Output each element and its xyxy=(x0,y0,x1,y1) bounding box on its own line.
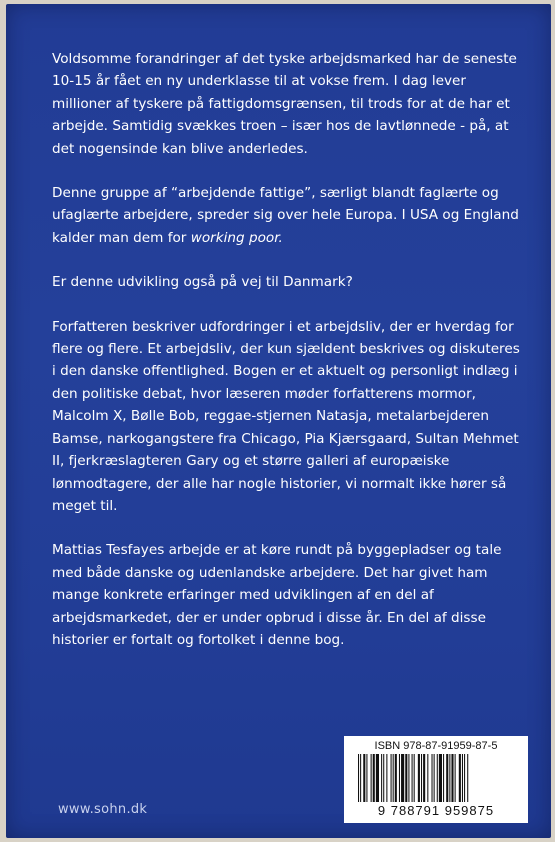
barcode-bar xyxy=(414,754,415,802)
blurb-text xyxy=(52,48,522,673)
barcode-bar xyxy=(437,754,438,802)
barcode-bar xyxy=(386,754,387,802)
back-cover xyxy=(6,4,551,838)
isbn-label: ISBN 978-87-91959-87-5 xyxy=(374,740,498,752)
barcode-bar xyxy=(446,754,448,802)
barcode-bar xyxy=(395,754,397,802)
barcode-bar xyxy=(376,754,379,802)
barcode-bar xyxy=(366,754,367,802)
blurb-paragraph-1: Voldsomme forandringer af det tyske arbejdsmarked har de seneste 10-15 år fået en ny underklasse til at vokse frem. I dag lever millioner af tyskere på fattigdomsgrænsen, til trods for at de har et arbejde. Samtidig svækkes troen – især hos de lavtlønnede - på, at det nogensinde kan blive anderledes. xyxy=(52,51,517,157)
barcode-bar xyxy=(434,754,435,802)
barcode-bar xyxy=(464,754,465,802)
barcode-bar xyxy=(393,754,394,802)
barcode-bar xyxy=(432,754,433,802)
barcode-bar xyxy=(451,754,453,802)
barcode-bar xyxy=(467,754,468,802)
isbn-barcode xyxy=(344,736,528,823)
barcode-bar xyxy=(371,754,372,802)
working-poor-italic: working poor. xyxy=(190,229,283,246)
barcode-bar xyxy=(459,754,461,802)
barcode-bar xyxy=(462,754,463,802)
barcode-bar xyxy=(455,754,456,802)
publisher-website: www.sohn.dk xyxy=(58,802,148,817)
barcode-bar xyxy=(401,754,404,802)
barcode-bar xyxy=(383,754,384,802)
barcode-bar xyxy=(360,754,361,802)
barcode-bar xyxy=(405,754,407,802)
barcode-bar xyxy=(427,754,428,802)
blurb-paragraph-2 xyxy=(52,182,522,249)
barcode-bar xyxy=(408,754,409,802)
barcode-bar xyxy=(443,754,444,802)
blurb-paragraph-2-text: Denne gruppe af “arbejdende fattige”, særligt blandt faglærte og ufaglærte arbejdere, spreder sig over hele Europa. I USA og England kalder man dem for xyxy=(52,185,519,246)
barcode-bar xyxy=(363,754,365,802)
barcode-bar xyxy=(399,754,400,802)
barcode-bar xyxy=(449,754,450,802)
barcode-bar xyxy=(358,754,359,802)
blurb-paragraph-4: Forfatteren beskriver udfordringer i et arbejdsliv, der er hverdag for flere og flere. Et arbejdsliv, der kun sjældent beskrives og diskuteres i den danske offentlighed. Bogen er et aktuelt og personligt indlæg i den politiske debat, hvor læseren møder forfatterens mormor, Malcolm X, Bølle Bob, reggae-stjernen Natasja, metalarbejderen Bamse, narkogangstere fra Chicago, Pia Kjærsgaard, Sultan Mehmet II, fjerkræslagteren Gary og et større galleri af europæiske lønmodtagere, der alle har nogle historier, vi normalt ikke hører så meget til. xyxy=(52,318,520,514)
barcode-bar xyxy=(423,754,425,802)
barcode-bars xyxy=(358,754,516,802)
barcode-bar xyxy=(412,754,413,802)
barcode-bar xyxy=(381,754,382,802)
blurb-paragraph-5: Mattias Tesfayes arbejde er at køre rundt på byggepladser og tale med både danske og udenlandske arbejdere. Det har givet ham mange konkrete erfaringer med udviklingen af en del af arbejdsmarkedet, der er under opbrud i disse år. En del af disse historier er fortalt og fortolket i denne bog. xyxy=(52,542,502,648)
barcode-bar xyxy=(391,754,392,802)
blurb-paragraph-3: Er denne udvikling også på vej til Danmark? xyxy=(52,274,353,291)
barcode-bar xyxy=(418,754,420,802)
barcode-bar xyxy=(421,754,422,802)
barcode-number: 9 788791 959875 xyxy=(377,803,495,818)
barcode-bar xyxy=(439,754,442,802)
barcode-bar xyxy=(373,754,375,802)
